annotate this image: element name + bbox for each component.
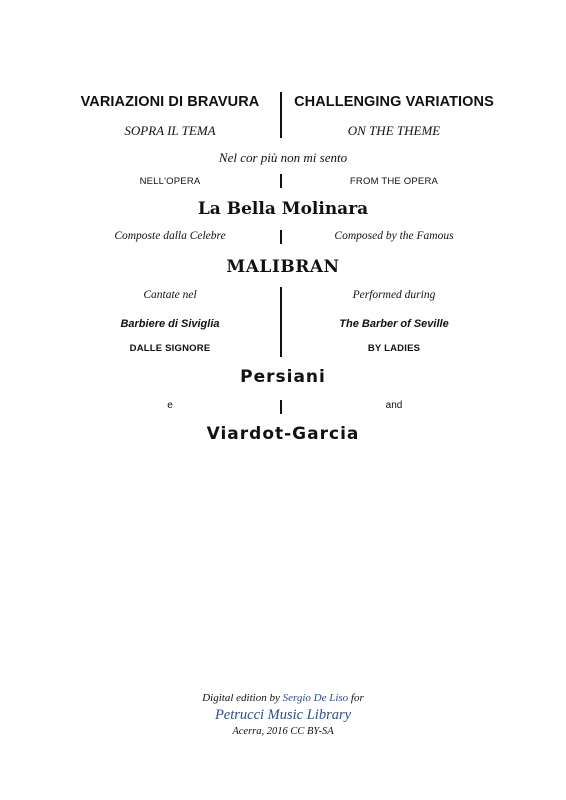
header-left-title: VARIAZIONI DI BRAVURA — [80, 94, 260, 110]
opera-row — [0, 176, 566, 200]
work-left: Barbiere di Siviglia — [120, 318, 220, 330]
conj-left: e — [167, 400, 173, 411]
work-right: The Barber of Seville — [339, 318, 449, 330]
performed-right: Performed during — [352, 289, 436, 301]
theme-title: Nel cor più non mi sento — [218, 150, 348, 165]
singer-persiani: Persiani — [240, 367, 326, 387]
opera-title: La Bella Molinara — [197, 199, 369, 219]
ladies-row — [0, 343, 566, 367]
footer-edition-suffix: for — [350, 692, 364, 704]
opera-right: FROM THE OPERA — [349, 176, 439, 187]
ladies-right: BY LADIES — [367, 343, 421, 354]
header-right-title: CHALLENGING VARIATIONS — [294, 94, 494, 110]
subheader-row — [0, 123, 566, 147]
performed-left: Cantate nel — [143, 289, 197, 301]
conj-right: and — [385, 400, 403, 411]
composer-name: MALIBRAN — [226, 257, 340, 277]
work-row — [0, 318, 566, 342]
footer-edition-prefix: Digital edition by — [202, 692, 280, 704]
ladies-left: DALLE SIGNORE — [129, 343, 211, 354]
footer-place-license: Acerra, 2016 CC BY-SA — [232, 726, 334, 737]
footer-edition-line — [0, 692, 566, 704]
footer-library-link[interactable]: Petrucci Music Library — [214, 707, 352, 723]
opera-left: NELL'OPERA — [139, 176, 201, 187]
composer-right: Composed by the Famous — [334, 230, 454, 242]
composer-left: Composte dalla Celebre — [114, 230, 226, 242]
performed-row — [0, 289, 566, 313]
footer-editor-link[interactable]: Sergio De Liso — [282, 692, 349, 704]
conj-row — [0, 400, 566, 424]
header-row — [0, 94, 566, 118]
composer-row — [0, 230, 566, 254]
header-left-sub: SOPRA IL TEMA — [124, 123, 216, 138]
singer-viardot: Viardot-Garcia — [206, 424, 360, 444]
header-right-sub: ON THE THEME — [347, 123, 441, 138]
